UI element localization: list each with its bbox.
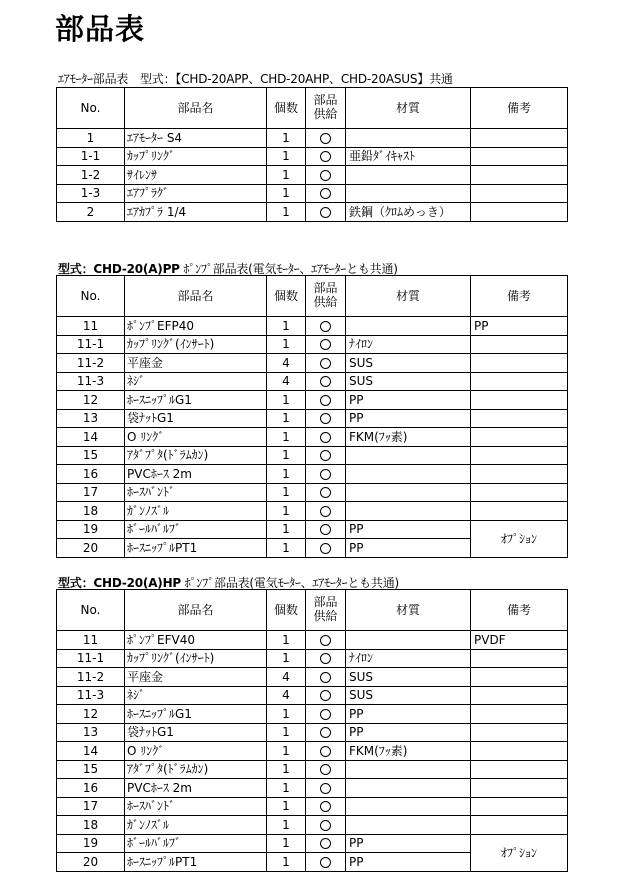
table-row (57, 203, 568, 222)
header-qty: 個数 (267, 590, 306, 631)
supply-circle-icon (320, 358, 331, 369)
row-name: ｴｱﾌﾟﾗｸﾞ (125, 184, 267, 203)
row-no: 11-3 (57, 686, 125, 705)
row-remarks (471, 372, 568, 391)
row-remarks (471, 184, 568, 203)
row-qty: 1 (267, 631, 306, 650)
row-name: ｶｯﾌﾟﾘﾝｸﾞ(ｲﾝｻｰﾄ) (125, 335, 267, 354)
header-supply-line1: 部品 (313, 281, 338, 296)
header-qty: 個数 (267, 88, 306, 129)
row-supply (306, 797, 346, 816)
row-supply (306, 742, 346, 761)
row-material (346, 166, 471, 185)
row-remarks (471, 166, 568, 185)
row-qty: 1 (267, 502, 306, 521)
table-row (57, 834, 568, 853)
row-supply (306, 129, 346, 148)
header-name: 部品名 (125, 276, 267, 317)
supply-circle-icon (320, 857, 331, 868)
row-no: 16 (57, 779, 125, 798)
header-remarks: 備考 (471, 88, 568, 129)
row-remarks (471, 129, 568, 148)
row-qty: 1 (267, 147, 306, 166)
supply-circle-icon (320, 727, 331, 738)
parts-table-hp (56, 589, 568, 872)
row-material: PP (346, 705, 471, 724)
table-row (57, 723, 568, 742)
table-row (57, 520, 568, 539)
row-supply (306, 834, 346, 853)
row-name: ｶｯﾌﾟﾘﾝｸﾞ (125, 147, 267, 166)
supply-circle-icon (320, 376, 331, 387)
row-qty: 1 (267, 779, 306, 798)
row-supply (306, 520, 346, 539)
row-material (346, 797, 471, 816)
row-supply (306, 317, 346, 336)
row-supply (306, 391, 346, 410)
row-no: 2 (57, 203, 125, 222)
row-name: ｶｯﾌﾟﾘﾝｸﾞ(ｲﾝｻｰﾄ) (125, 649, 267, 668)
row-no: 11-2 (57, 354, 125, 373)
row-material: PP (346, 520, 471, 539)
row-name: 平座金 (125, 668, 267, 687)
supply-circle-icon (320, 151, 331, 162)
row-qty: 1 (267, 520, 306, 539)
row-supply (306, 779, 346, 798)
header-supply-line2: 供給 (313, 107, 338, 121)
row-supply (306, 539, 346, 558)
row-remarks (471, 742, 568, 761)
row-supply (306, 668, 346, 687)
row-material: ﾅｲﾛﾝ (346, 335, 471, 354)
parts-table-pp (56, 275, 568, 558)
section-title-model: 型式：CHD-20(A)HP (58, 576, 182, 590)
section-title-text: ﾎﾟﾝﾌﾟ部品表(電気ﾓｰﾀｰ、ｴｱﾓｰﾀｰとも共通) (181, 576, 399, 590)
row-name: ﾎﾟﾝﾌﾟEFP40 (125, 317, 267, 336)
row-remarks (471, 705, 568, 724)
supply-circle-icon (320, 838, 331, 849)
row-supply (306, 723, 346, 742)
row-name: ﾈｼﾞ (125, 372, 267, 391)
header-remarks: 備考 (471, 276, 568, 317)
row-name: O ﾘﾝｸﾞ (125, 742, 267, 761)
row-supply (306, 705, 346, 724)
row-supply (306, 147, 346, 166)
supply-circle-icon (320, 395, 331, 406)
table-row (57, 409, 568, 428)
table-row (57, 465, 568, 484)
row-no: 14 (57, 428, 125, 447)
row-no: 19 (57, 520, 125, 539)
row-supply (306, 354, 346, 373)
row-material: 亜鉛ﾀﾞｲｷｬｽﾄ (346, 147, 471, 166)
row-no: 16 (57, 465, 125, 484)
row-material (346, 760, 471, 779)
row-no: 15 (57, 760, 125, 779)
row-no: 12 (57, 705, 125, 724)
header-supply (306, 590, 346, 631)
row-remarks (471, 723, 568, 742)
row-no: 15 (57, 446, 125, 465)
row-material (346, 465, 471, 484)
row-name: O ﾘﾝｸﾞ (125, 428, 267, 447)
row-name: ﾎｰｽﾆｯﾌﾟﾙPT1 (125, 539, 267, 558)
row-name: ｱﾀﾞﾌﾟﾀ(ﾄﾞﾗﾑｶﾝ) (125, 446, 267, 465)
row-material: 鉄鋼（ｸﾛﾑめっき） (346, 203, 471, 222)
section-title-text: ｴｱﾓｰﾀｰ部品表 型式：【CHD-20APP、CHD-20AHP、CHD-20ASUS】共通 (58, 72, 453, 86)
row-material (346, 446, 471, 465)
row-no: 1-3 (57, 184, 125, 203)
table-row (57, 779, 568, 798)
row-no: 18 (57, 816, 125, 835)
row-material (346, 317, 471, 336)
row-qty: 1 (267, 853, 306, 872)
row-supply (306, 686, 346, 705)
row-material: PP (346, 834, 471, 853)
table-row (57, 446, 568, 465)
row-name: ﾎﾞｰﾙﾊﾞﾙﾌﾞ (125, 520, 267, 539)
row-remarks: PVDF (471, 631, 568, 650)
row-remarks (471, 354, 568, 373)
row-material (346, 631, 471, 650)
row-qty: 1 (267, 166, 306, 185)
row-supply (306, 760, 346, 779)
row-supply (306, 203, 346, 222)
row-no: 1-2 (57, 166, 125, 185)
row-name: PVCﾎｰｽ 2m (125, 465, 267, 484)
row-name: ﾎｰｽﾊﾞﾝﾄﾞ (125, 483, 267, 502)
supply-circle-icon (320, 672, 331, 683)
supply-circle-icon (320, 524, 331, 535)
table-row (57, 797, 568, 816)
row-remarks (471, 446, 568, 465)
header-row (57, 88, 568, 129)
row-no: 1-1 (57, 147, 125, 166)
header-supply (306, 276, 346, 317)
supply-circle-icon (320, 783, 331, 794)
row-no: 17 (57, 797, 125, 816)
row-no: 11 (57, 631, 125, 650)
row-remarks (471, 465, 568, 484)
row-qty: 1 (267, 723, 306, 742)
row-qty: 1 (267, 335, 306, 354)
table-row (57, 686, 568, 705)
row-remarks (471, 760, 568, 779)
row-no: 11-1 (57, 335, 125, 354)
supply-circle-icon (320, 690, 331, 701)
row-name: 袋ﾅｯﾄG1 (125, 409, 267, 428)
row-no: 11-3 (57, 372, 125, 391)
supply-circle-icon (320, 764, 331, 775)
row-supply (306, 465, 346, 484)
row-no: 20 (57, 539, 125, 558)
row-supply (306, 853, 346, 872)
row-name: ｶﾞﾝﾉｽﾞﾙ (125, 502, 267, 521)
supply-circle-icon (320, 487, 331, 498)
row-qty: 1 (267, 409, 306, 428)
row-qty: 1 (267, 203, 306, 222)
row-supply (306, 335, 346, 354)
header-no: No. (57, 276, 125, 317)
supply-circle-icon (320, 709, 331, 720)
row-remarks-option: ｵﾌﾟｼｮﾝ (471, 834, 568, 871)
supply-circle-icon (320, 413, 331, 424)
row-qty: 1 (267, 834, 306, 853)
supply-circle-icon (320, 820, 331, 831)
row-qty: 1 (267, 760, 306, 779)
row-supply (306, 816, 346, 835)
header-supply-line2: 供給 (313, 609, 338, 623)
row-supply (306, 483, 346, 502)
row-name: ﾎﾟﾝﾌﾟEFV40 (125, 631, 267, 650)
header-row (57, 276, 568, 317)
row-material: PP (346, 539, 471, 558)
row-no: 17 (57, 483, 125, 502)
row-material (346, 502, 471, 521)
row-name: 袋ﾅｯﾄG1 (125, 723, 267, 742)
row-remarks: PP (471, 317, 568, 336)
header-qty: 個数 (267, 276, 306, 317)
header-name: 部品名 (125, 88, 267, 129)
supply-circle-icon (320, 188, 331, 199)
table-row (57, 816, 568, 835)
row-remarks (471, 797, 568, 816)
row-qty: 1 (267, 465, 306, 484)
header-remarks: 備考 (471, 590, 568, 631)
supply-circle-icon (320, 746, 331, 757)
row-material (346, 184, 471, 203)
supply-circle-icon (320, 339, 331, 350)
row-name: ﾎｰｽﾆｯﾌﾟﾙPT1 (125, 853, 267, 872)
row-name: ｶﾞﾝﾉｽﾞﾙ (125, 816, 267, 835)
parts-table-airmotor (56, 87, 568, 222)
row-name: ｴｱﾓｰﾀｰ S4 (125, 129, 267, 148)
supply-circle-icon (320, 170, 331, 181)
row-no: 11 (57, 317, 125, 336)
row-material: SUS (346, 668, 471, 687)
table-row (57, 649, 568, 668)
table-row (57, 742, 568, 761)
header-material: 材質 (346, 276, 471, 317)
row-name: ｱﾀﾞﾌﾟﾀ(ﾄﾞﾗﾑｶﾝ) (125, 760, 267, 779)
row-no: 13 (57, 723, 125, 742)
table-row (57, 668, 568, 687)
header-supply-line1: 部品 (313, 595, 338, 610)
row-name: PVCﾎｰｽ 2m (125, 779, 267, 798)
row-qty: 4 (267, 686, 306, 705)
table-row (57, 129, 568, 148)
row-supply (306, 502, 346, 521)
row-qty: 1 (267, 391, 306, 410)
row-supply (306, 631, 346, 650)
row-remarks (471, 203, 568, 222)
row-name: ﾎｰｽﾆｯﾌﾟﾙG1 (125, 391, 267, 410)
row-no: 1 (57, 129, 125, 148)
row-qty: 1 (267, 742, 306, 761)
table-row (57, 391, 568, 410)
row-supply (306, 649, 346, 668)
row-qty: 1 (267, 797, 306, 816)
row-name: ﾎｰｽﾊﾞﾝﾄﾞ (125, 797, 267, 816)
row-no: 18 (57, 502, 125, 521)
section-title-model: 型式：CHD-20(A)PP (58, 262, 180, 276)
row-qty: 1 (267, 317, 306, 336)
row-material (346, 779, 471, 798)
table-row (57, 335, 568, 354)
row-no: 20 (57, 853, 125, 872)
supply-circle-icon (320, 635, 331, 646)
row-material: PP (346, 391, 471, 410)
row-material: FKM(ﾌｯ素) (346, 742, 471, 761)
supply-circle-icon (320, 432, 331, 443)
row-material (346, 483, 471, 502)
table-row (57, 354, 568, 373)
supply-circle-icon (320, 653, 331, 664)
row-name: ﾈｼﾞ (125, 686, 267, 705)
table-row (57, 502, 568, 521)
row-qty: 1 (267, 428, 306, 447)
table-row (57, 760, 568, 779)
row-qty: 1 (267, 705, 306, 724)
supply-circle-icon (320, 543, 331, 554)
supply-circle-icon (320, 207, 331, 218)
row-qty: 1 (267, 129, 306, 148)
supply-circle-icon (320, 450, 331, 461)
row-no: 13 (57, 409, 125, 428)
table-row (57, 483, 568, 502)
row-qty: 1 (267, 649, 306, 668)
table-row (57, 166, 568, 185)
row-material: SUS (346, 372, 471, 391)
row-qty: 1 (267, 539, 306, 558)
row-material: SUS (346, 354, 471, 373)
row-qty: 1 (267, 816, 306, 835)
header-supply-line2: 供給 (313, 295, 338, 309)
row-supply (306, 446, 346, 465)
row-name: ｴｱｶﾌﾟﾗ 1/4 (125, 203, 267, 222)
supply-circle-icon (320, 469, 331, 480)
row-no: 12 (57, 391, 125, 410)
header-row (57, 590, 568, 631)
row-material: PP (346, 853, 471, 872)
row-remarks-option: ｵﾌﾟｼｮﾝ (471, 520, 568, 557)
row-qty: 1 (267, 446, 306, 465)
header-material: 材質 (346, 88, 471, 129)
row-supply (306, 372, 346, 391)
row-material (346, 129, 471, 148)
row-no: 19 (57, 834, 125, 853)
row-qty: 1 (267, 483, 306, 502)
row-remarks (471, 649, 568, 668)
row-no: 14 (57, 742, 125, 761)
table-row (57, 705, 568, 724)
row-remarks (471, 816, 568, 835)
supply-circle-icon (320, 506, 331, 517)
row-remarks (471, 686, 568, 705)
row-material: PP (346, 723, 471, 742)
row-name: ｻｲﾚﾝｻ (125, 166, 267, 185)
supply-circle-icon (320, 801, 331, 812)
table-row (57, 317, 568, 336)
row-material: SUS (346, 686, 471, 705)
header-no: No. (57, 590, 125, 631)
row-remarks (471, 428, 568, 447)
row-material: FKM(ﾌｯ素) (346, 428, 471, 447)
row-material (346, 816, 471, 835)
header-material: 材質 (346, 590, 471, 631)
row-name: ﾎｰｽﾆｯﾌﾟﾙG1 (125, 705, 267, 724)
table-row (57, 631, 568, 650)
row-remarks (471, 335, 568, 354)
header-supply-line1: 部品 (313, 93, 338, 108)
section-title-text: ﾎﾟﾝﾌﾟ部品表(電気ﾓｰﾀｰ、ｴｱﾓｰﾀｰとも共通) (179, 262, 398, 276)
row-no: 11-1 (57, 649, 125, 668)
row-qty: 4 (267, 354, 306, 373)
row-remarks (471, 147, 568, 166)
row-material: PP (346, 409, 471, 428)
row-remarks (471, 409, 568, 428)
header-name: 部品名 (125, 590, 267, 631)
row-remarks (471, 502, 568, 521)
row-qty: 1 (267, 184, 306, 203)
row-remarks (471, 779, 568, 798)
header-no: No. (57, 88, 125, 129)
supply-circle-icon (320, 133, 331, 144)
supply-circle-icon (320, 321, 331, 332)
row-qty: 4 (267, 668, 306, 687)
row-remarks (471, 391, 568, 410)
row-supply (306, 184, 346, 203)
row-supply (306, 409, 346, 428)
row-remarks (471, 483, 568, 502)
table-row (57, 372, 568, 391)
page-title: 部品表 (55, 12, 146, 46)
row-name: 平座金 (125, 354, 267, 373)
row-supply (306, 166, 346, 185)
row-supply (306, 428, 346, 447)
row-qty: 4 (267, 372, 306, 391)
row-name: ﾎﾞｰﾙﾊﾞﾙﾌﾞ (125, 834, 267, 853)
table-row (57, 147, 568, 166)
table-row (57, 428, 568, 447)
header-supply (306, 88, 346, 129)
table-row (57, 184, 568, 203)
row-no: 11-2 (57, 668, 125, 687)
row-material: ﾅｲﾛﾝ (346, 649, 471, 668)
row-remarks (471, 668, 568, 687)
section-title-airmotor (58, 70, 453, 87)
